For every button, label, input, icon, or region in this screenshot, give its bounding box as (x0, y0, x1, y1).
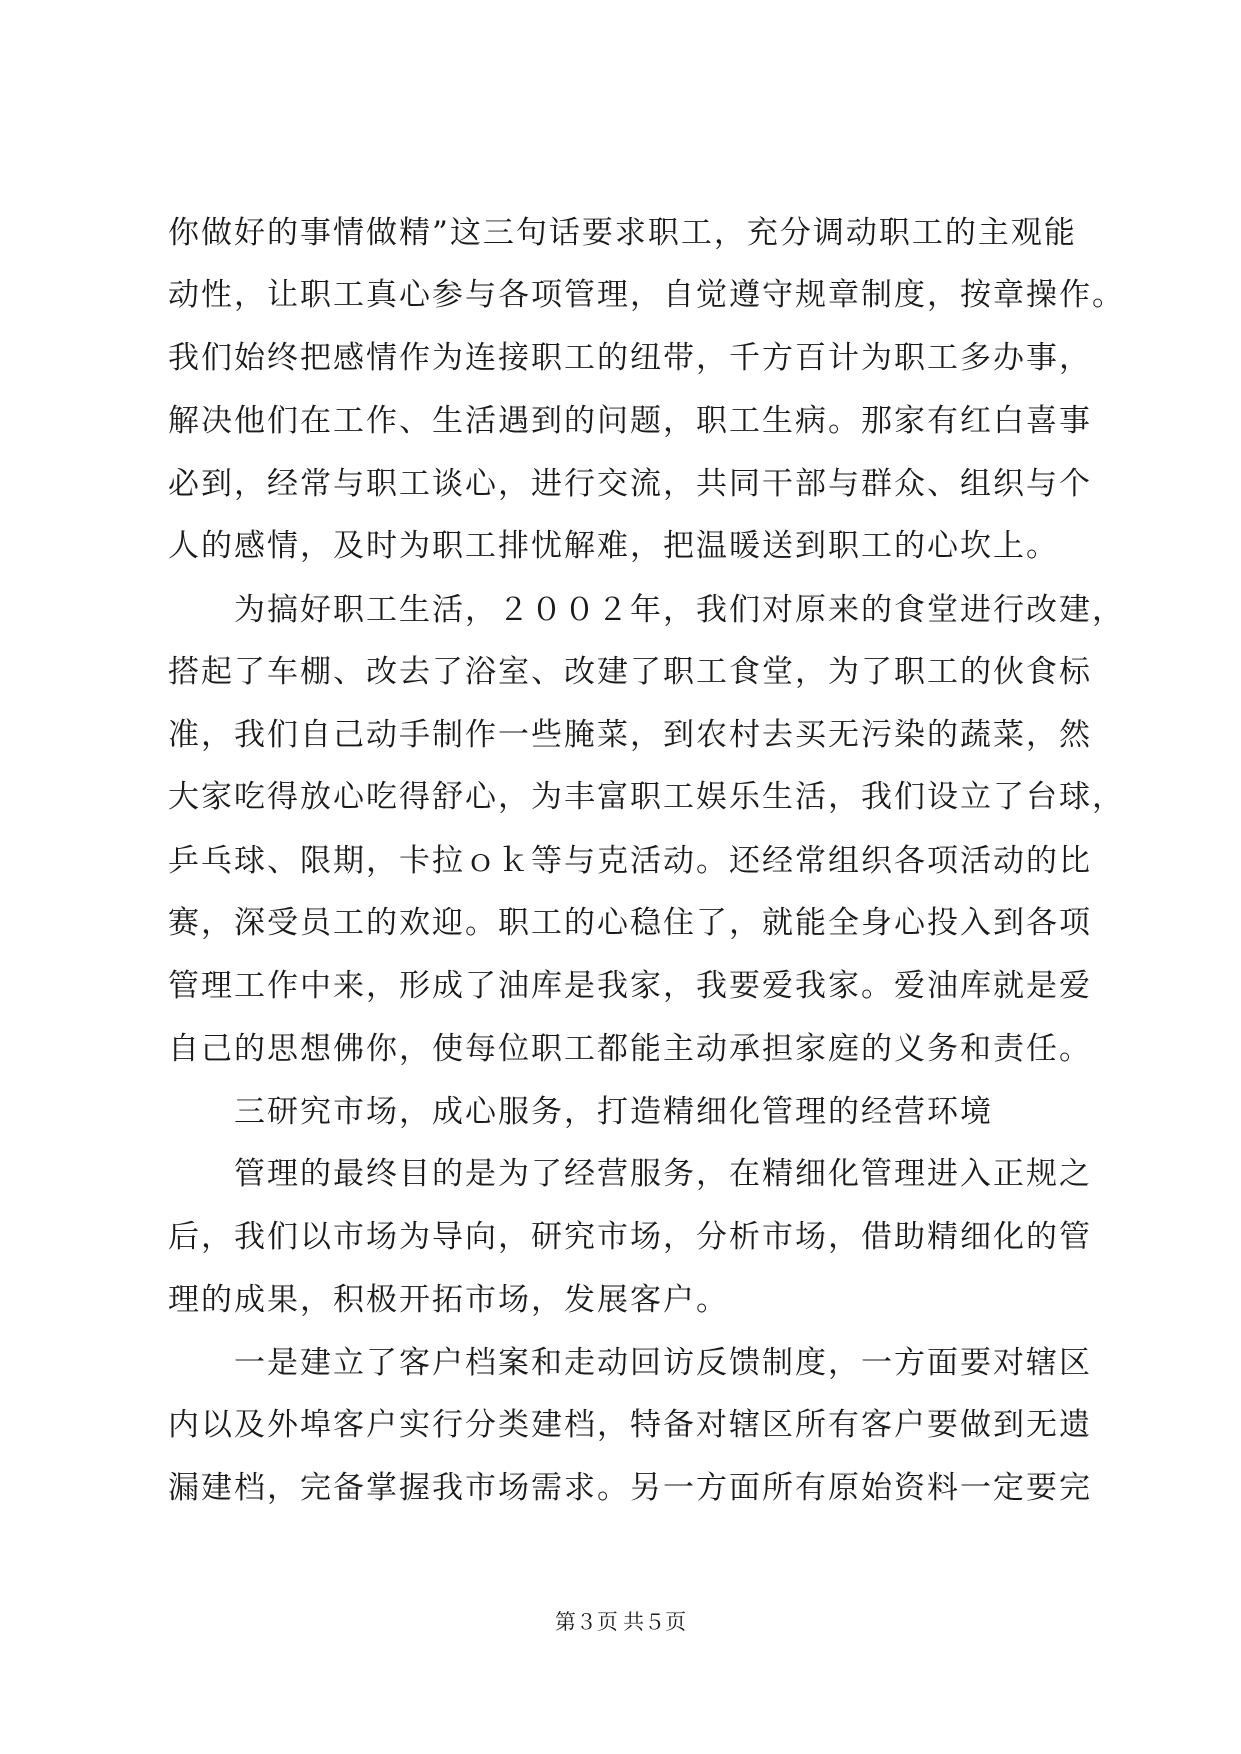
section-heading: 三研究市场，成心服务，打造精细化管理的经营环境 (234, 1094, 993, 1130)
text-line: 你做好的事情做精”这三句话要求职工，充分调动职工的主观能 (168, 215, 1077, 251)
text-line: 理的成果，积极开拓市场，发展客户。 (168, 1282, 729, 1318)
text-line: 人的感情，及时为职工排忧解难，把温暖送到职工的心坎上。 (168, 528, 1059, 564)
text-line: 为搞好职工生活，２００２年，我们对原来的食堂进行改建， (234, 592, 1125, 628)
text-line: 自己的思想佛你，使每位职工都能主动承担家庭的义务和责任。 (168, 1031, 1092, 1067)
text-line: 赛，深受员工的欢迎。职工的心稳住了，就能全身心投入到各项 (168, 905, 1092, 941)
text-line: 管理工作中来，形成了油库是我家，我要爱我家。爱油库就是爱 (168, 968, 1092, 1004)
text-line: 动性，让职工真心参与各项管理，自觉遵守规章制度，按章操作。 (168, 277, 1125, 313)
text-line: 漏建档，完备掌握我市场需求。另一方面所有原始资料一定要完 (168, 1470, 1092, 1506)
text-line: 内以及外埠客户实行分类建档，特备对辖区所有客户要做到无遗 (168, 1407, 1092, 1443)
text-line: 后，我们以市场为导向，研究市场，分析市场，借助精细化的管 (168, 1219, 1092, 1255)
text-line: 大家吃得放心吃得舒心，为丰富职工娱乐生活，我们设立了台球， (168, 779, 1125, 815)
text-line: 准，我们自己动手制作一些腌菜，到农村去买无污染的蔬菜，然 (168, 717, 1092, 753)
text-line: 管理的最终目的是为了经营服务，在精细化管理进入正规之 (234, 1156, 1092, 1192)
text-line: 解决他们在工作、生活遇到的问题，职工生病。那家有红白喜事 (168, 403, 1092, 439)
text-line: 我们始终把感情作为连接职工的纽带，千方百计为职工多办事， (168, 340, 1092, 376)
text-line: 一是建立了客户档案和走动回访反馈制度，一方面要对辖区 (234, 1345, 1092, 1381)
text-line: 乒乓球、限期，卡拉ｏｋ等与克活动。还经常组织各项活动的比 (168, 843, 1092, 879)
text-line: 必到，经常与职工谈心，进行交流，共同干部与群众、组织与个 (168, 466, 1092, 502)
text-line: 搭起了车棚、改去了浴室、改建了职工食堂，为了职工的伙食标 (168, 654, 1092, 690)
page-number: 第３页 共５页 (554, 1610, 687, 1634)
